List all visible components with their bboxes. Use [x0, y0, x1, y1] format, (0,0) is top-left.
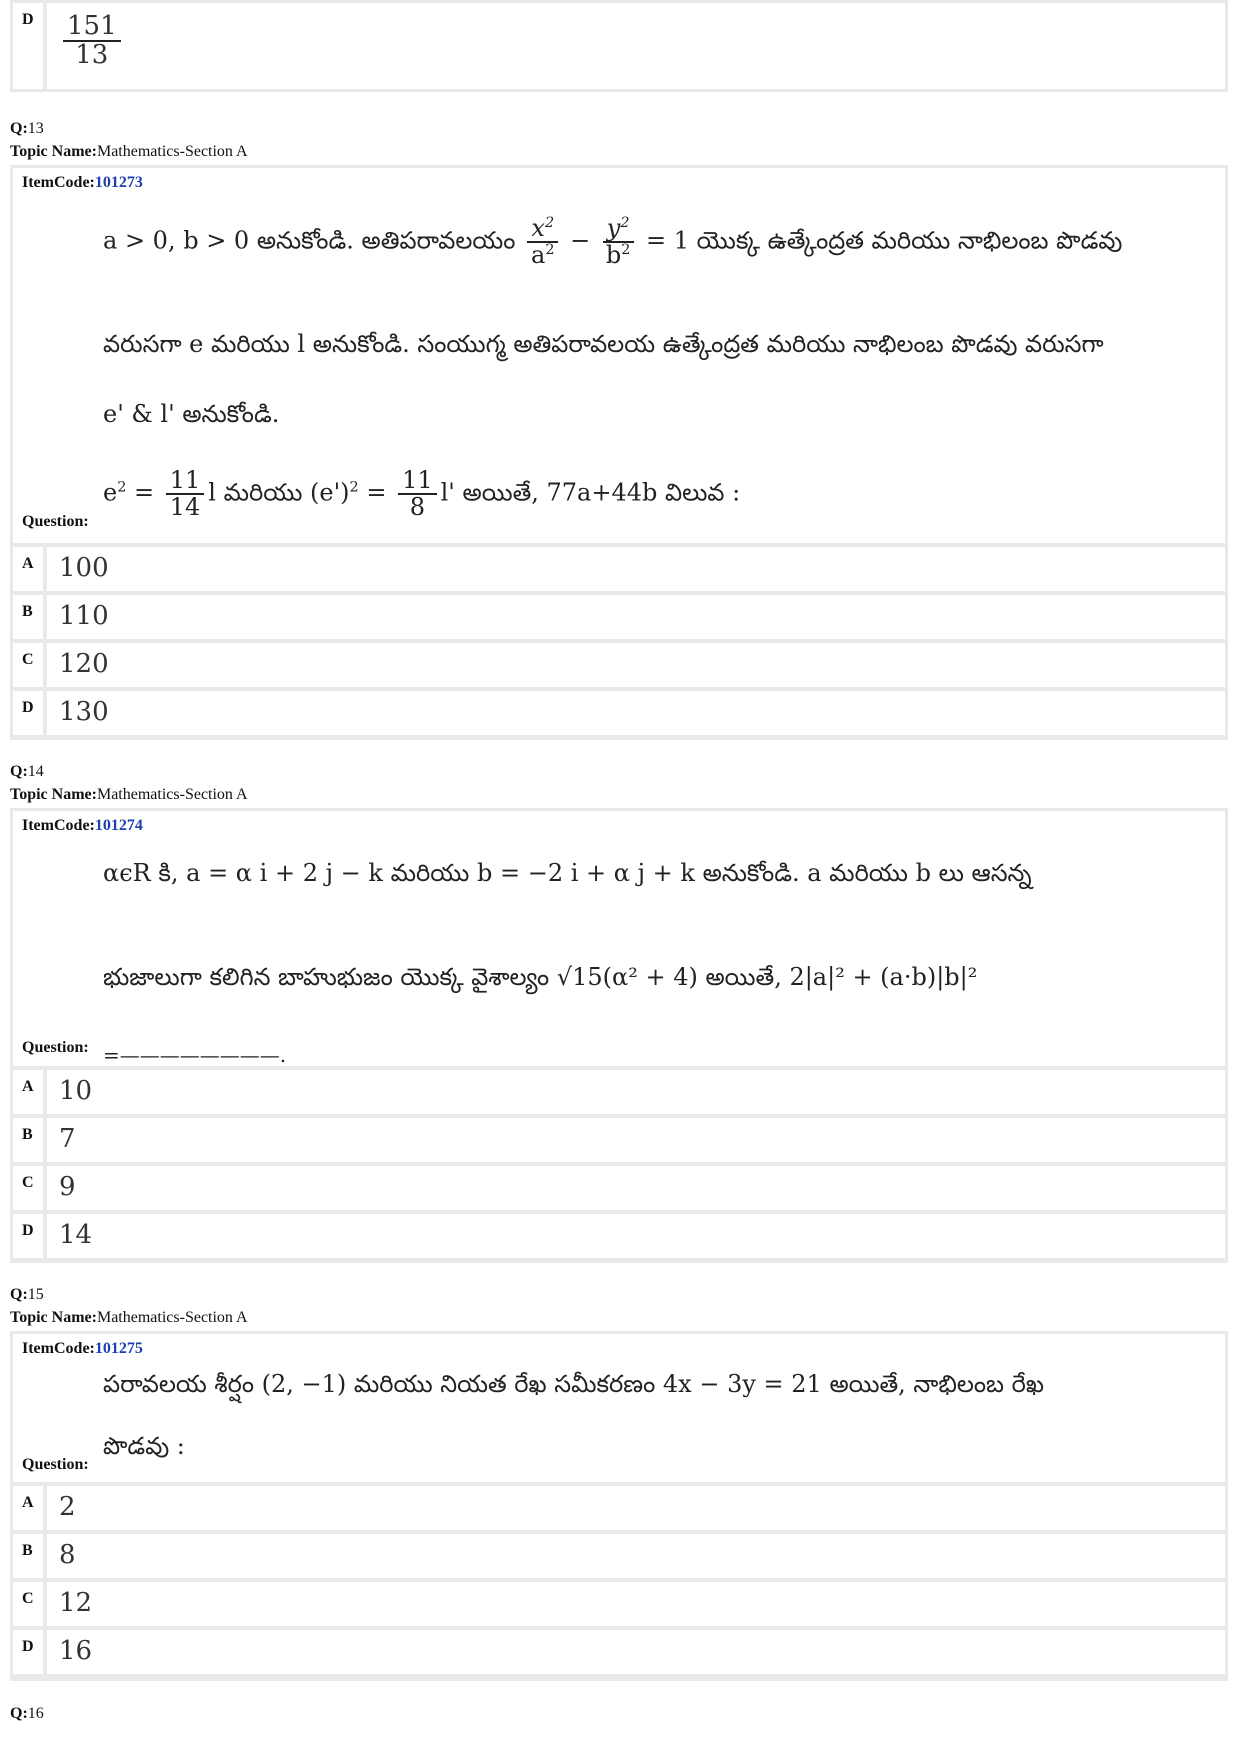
question-number: Q:16: [10, 1705, 44, 1722]
item-code: ItemCode:101275: [22, 1340, 143, 1357]
item-code: ItemCode:101274: [22, 817, 143, 834]
option-a[interactable]: A 10: [13, 1070, 1225, 1114]
option-a[interactable]: A 2: [13, 1486, 1225, 1530]
question-label: Question:: [22, 1039, 89, 1056]
option-b[interactable]: B 7: [13, 1118, 1225, 1162]
question-text: a > 0, b > 0 అనుకోండి. అతిపరావలయం $\frac{x^2}{a^2}$ − $\frac{y^2}{b^2}$ = 1 యొక్క ఉత్కేంద్రత మరియు నాభిలంబ పొడవు వరుసగా e మరియు l అనుకోండి. సంయుగ్మ అతిపరావలయ ఉత్కేంద్రత మరియు నాభిలంబ పొడవు వరుసగా e' & l' అనుకోండి. $e^2$ = $\frac{11}{14}$ l మరియు $(e')^2$ = $\frac{11}{8}$ l' అయితే, 77a+44b విలువ :: [103, 214, 1123, 522]
option-b[interactable]: B 8: [13, 1534, 1225, 1578]
question-label: Question:: [22, 513, 89, 530]
option-a[interactable]: A 100: [13, 547, 1225, 591]
options-list: [13, 1070, 1225, 1258]
question-card: [10, 165, 1228, 740]
question-card: [10, 1331, 1228, 1681]
option-d[interactable]: D 14: [13, 1214, 1225, 1258]
option-c[interactable]: C 9: [13, 1166, 1225, 1210]
question-label: Question:: [22, 1456, 89, 1473]
question-card: [10, 808, 1228, 1263]
option-d[interactable]: D 16: [13, 1630, 1225, 1674]
prev-option-box: [10, 0, 1228, 92]
option-c[interactable]: C 12: [13, 1582, 1225, 1626]
topic-name: Topic Name:Mathematics-Section A: [10, 786, 248, 803]
option-label: D: [13, 3, 43, 89]
question-number: Q:13: [10, 120, 44, 137]
options-list: [13, 1486, 1225, 1674]
question-text: పరావలయ శీర్షం (2, −1) మరియు నియత రేఖ సమీకరణం 4x − 3y = 21 అయితే, నాభిలంబ రేఖ పొడవు :: [103, 1370, 1045, 1460]
question-number: Q:15: [10, 1286, 44, 1303]
question-text: αϵR కి, a = α i + 2 j − k మరియు b = −2 i + α j + k అనుకోండి. a మరియు b లు ఆసన్న భుజాలుగా కలిగిన బాహుభుజం యొక్క వైశాల్యం √15(α² + 4) అయితే, 2|a|² + (a·b)|b|² =————————.: [103, 859, 1032, 1067]
question-number: Q:14: [10, 763, 44, 780]
option-d[interactable]: D 130: [13, 691, 1225, 735]
topic-name: Topic Name:Mathematics-Section A: [10, 143, 248, 160]
options-list: [13, 547, 1225, 735]
option-c[interactable]: C 120: [13, 643, 1225, 687]
topic-name: Topic Name:Mathematics-Section A: [10, 1309, 248, 1326]
option-value[interactable]: $\frac{151}{13}$: [47, 3, 1225, 89]
option-b[interactable]: B 110: [13, 595, 1225, 639]
item-code: ItemCode:101273: [22, 174, 143, 191]
